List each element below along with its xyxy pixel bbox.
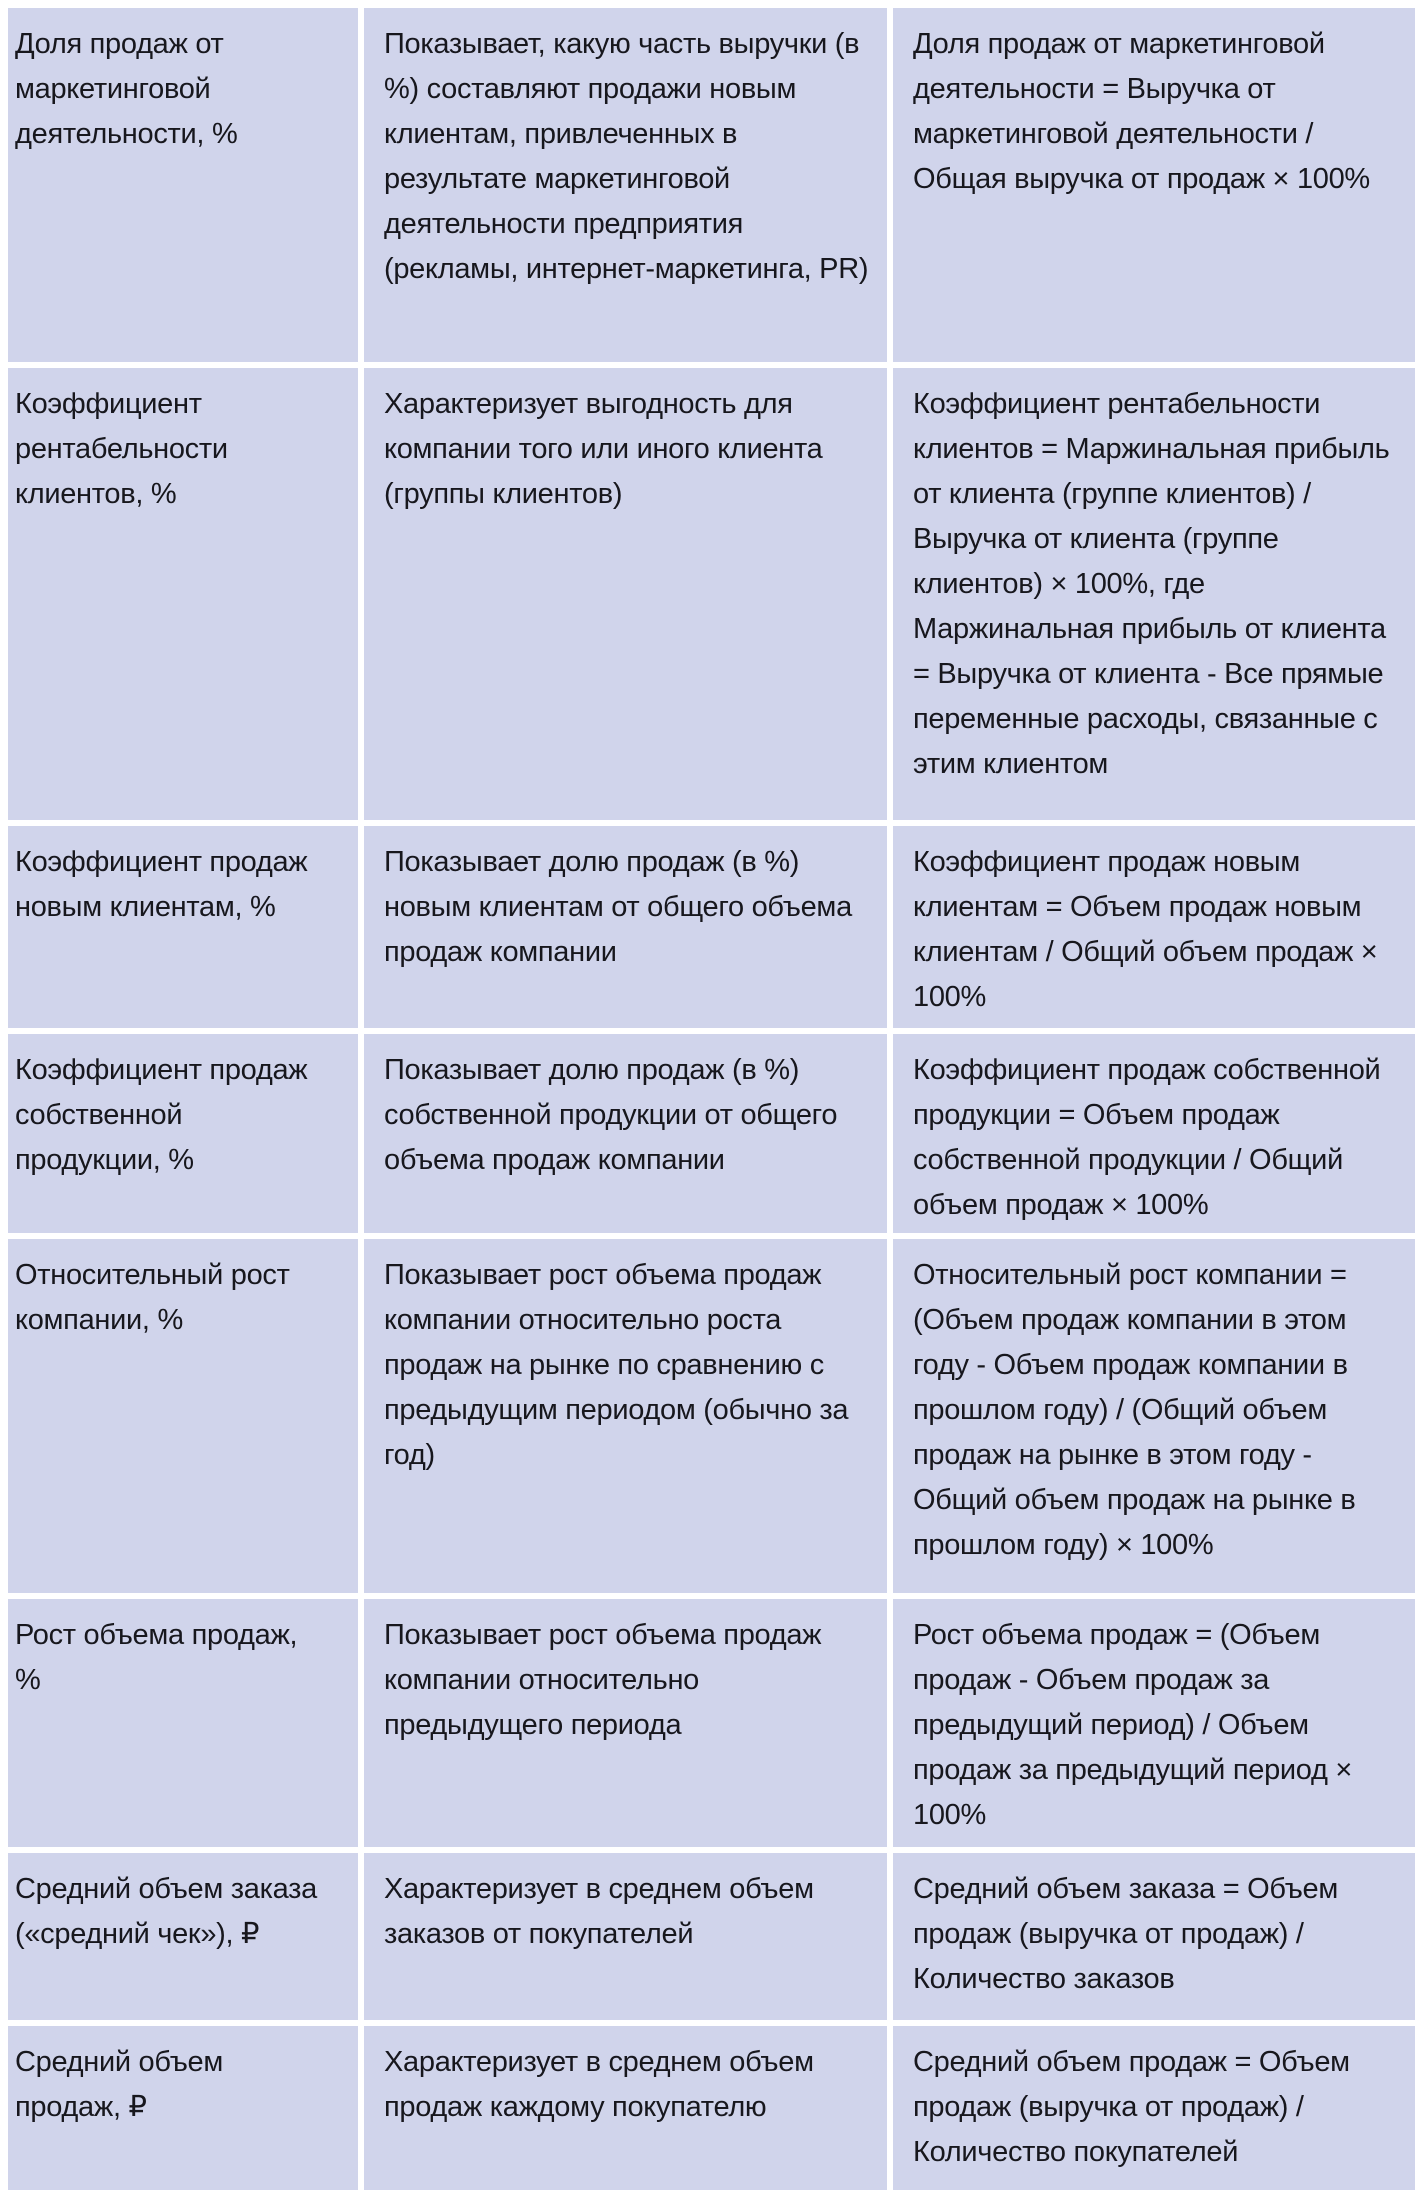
metric-name-cell bbox=[8, 826, 358, 1028]
metric-formula: Коэффициент рентабельности клиентов = Маржинальная прибыль от клиента (группе клиентов) / Выручка от клиента (группе клиентов) × 100%, где Маржинальная прибыль от клиента = Выручка от клиента - Все прямые переменные расходы, связанные с этим клиентом bbox=[913, 388, 1390, 780]
metric-formula-cell bbox=[893, 1599, 1415, 1847]
metric-name: Средний объем заказа («средний чек»), ₽ bbox=[15, 1873, 317, 1950]
metric-description: Характеризует в среднем объем продаж каждому покупателю bbox=[384, 2046, 814, 2123]
metric-name-cell bbox=[8, 1239, 358, 1593]
metric-description: Показывает долю продаж (в %) собственной продукции от общего объема продаж компании bbox=[384, 1054, 838, 1176]
metric-formula: Средний объем заказа = Объем продаж (выручка от продаж) / Количество заказов bbox=[913, 1873, 1339, 1995]
metric-name: Коэффициент продаж собственной продукции, % bbox=[15, 1054, 308, 1176]
metric-name: Коэффициент продаж новым клиентам, % bbox=[15, 846, 308, 923]
metric-description-cell bbox=[364, 8, 887, 362]
metric-formula-cell bbox=[893, 1034, 1415, 1233]
metric-formula-cell bbox=[893, 368, 1415, 820]
metric-description-cell bbox=[364, 1034, 887, 1233]
metric-description: Показывает рост объема продаж компании относительно роста продаж на рынке по сравнению с предыдущим периодом (обычно за год) bbox=[384, 1259, 849, 1471]
metric-name: Рост объема продаж, % bbox=[15, 1619, 298, 1696]
metric-description-cell bbox=[364, 1239, 887, 1593]
metric-formula-cell bbox=[893, 8, 1415, 362]
metric-formula: Коэффициент продаж новым клиентам = Объем продаж новым клиентам / Общий объем продаж × 100% bbox=[913, 846, 1378, 1013]
metrics-table bbox=[8, 8, 1415, 2190]
metric-formula: Доля продаж от маркетинговой деятельности = Выручка от маркетинговой деятельности / Общая выручка от продаж × 100% bbox=[913, 28, 1370, 195]
metric-name-cell bbox=[8, 2026, 358, 2190]
metric-description: Показывает рост объема продаж компании относительно предыдущего периода bbox=[384, 1619, 822, 1741]
metric-formula-cell bbox=[893, 1239, 1415, 1593]
metric-description: Показывает долю продаж (в %) новым клиентам от общего объема продаж компании bbox=[384, 846, 852, 968]
metric-name-cell bbox=[8, 8, 358, 362]
metric-description: Показывает, какую часть выручки (в %) составляют продажи новым клиентам, привлеченных в результате маркетинговой деятельности предприятия (рекламы, интернет-маркетинга, PR) bbox=[384, 28, 869, 285]
metric-name: Средний объем продаж, ₽ bbox=[15, 2046, 224, 2123]
metric-description-cell bbox=[364, 368, 887, 820]
metric-name-cell bbox=[8, 1853, 358, 2020]
metric-formula: Относительный рост компании = (Объем продаж компании в этом году - Объем продаж компании в прошлом году) / (Общий объем продаж на рынке в этом году - Общий объем продаж на рынке в прошлом году) × 100% bbox=[913, 1259, 1356, 1561]
metric-formula: Рост объема продаж = (Объем продаж - Объем продаж за предыдущий период) / Объем продаж за предыдущий период × 100% bbox=[913, 1619, 1353, 1831]
metric-name-cell bbox=[8, 368, 358, 820]
metric-formula: Коэффициент продаж собственной продукции = Объем продаж собственной продукции / Общий объем продаж × 100% bbox=[913, 1054, 1381, 1221]
metric-name: Коэффициент рентабельности клиентов, % bbox=[15, 388, 228, 510]
metric-description: Характеризует в среднем объем заказов от покупателей bbox=[384, 1873, 814, 1950]
metric-description-cell bbox=[364, 2026, 887, 2190]
metric-formula-cell bbox=[893, 1853, 1415, 2020]
metric-description-cell bbox=[364, 1853, 887, 2020]
metric-description-cell bbox=[364, 826, 887, 1028]
metric-formula-cell bbox=[893, 2026, 1415, 2190]
metric-name: Доля продаж от маркетинговой деятельности, % bbox=[15, 28, 238, 150]
metric-name-cell bbox=[8, 1599, 358, 1847]
metric-name: Относительный рост компании, % bbox=[15, 1259, 290, 1336]
metric-formula: Средний объем продаж = Объем продаж (выручка от продаж) / Количество покупателей bbox=[913, 2046, 1350, 2168]
metric-formula-cell bbox=[893, 826, 1415, 1028]
metric-description: Характеризует выгодность для компании того или иного клиента (группы клиентов) bbox=[384, 388, 823, 510]
metric-description-cell bbox=[364, 1599, 887, 1847]
metric-name-cell bbox=[8, 1034, 358, 1233]
